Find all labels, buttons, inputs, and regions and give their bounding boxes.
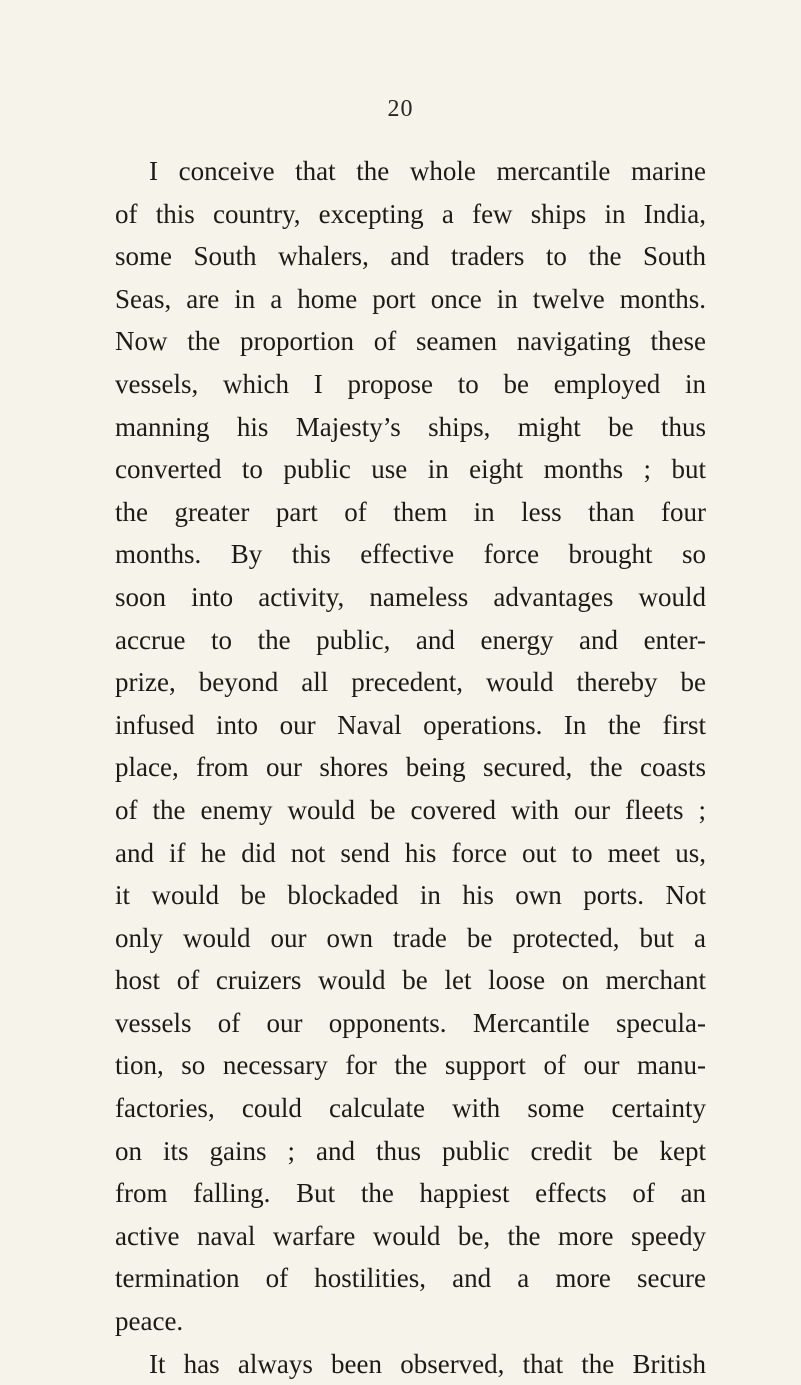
text-line: it would be blockaded in his own ports. Not	[115, 880, 706, 911]
text-line: vessels, which I propose to be employed in	[115, 368, 706, 399]
text-line: manning his Majesty’s ships, might be thus	[115, 411, 706, 442]
text-line: some South whalers, and traders to the South	[115, 241, 706, 272]
text-line: It has always been observed, that the British	[149, 1348, 706, 1379]
text-line: vessels of our opponents. Mercantile specula-	[115, 1007, 706, 1038]
text-line: I conceive that the whole mercantile marine	[149, 156, 706, 186]
text-line: peace.	[115, 1306, 184, 1337]
text-line: on its gains ; and thus public credit be kept	[115, 1135, 706, 1166]
text-line: accrue to the public, and energy and enter-	[115, 624, 706, 655]
text-line: of this country, excepting a few ships in India,	[115, 198, 706, 229]
text-line: place, from our shores being secured, the coasts	[115, 752, 706, 783]
text-line: of the enemy would be covered with our fleets ;	[115, 794, 706, 825]
text-line: months. By this effective force brought so	[115, 539, 706, 570]
text-line: host of cruizers would be let loose on merchant	[115, 965, 706, 996]
page-number: 20	[387, 96, 414, 122]
text-line: and if he did not send his force out to meet us,	[115, 837, 706, 868]
text-line: prize, beyond all precedent, would thereby be	[115, 667, 706, 698]
text-line: tion, so necessary for the support of our manu-	[115, 1050, 706, 1081]
text-line: active naval warfare would be, the more speedy	[115, 1220, 706, 1251]
text-line: Seas, are in a home port once in twelve months.	[115, 283, 706, 314]
text-line: infused into our Naval operations. In the first	[115, 709, 706, 740]
text-line: only would our own trade be protected, but a	[115, 922, 706, 953]
text-line: the greater part of them in less than four	[115, 496, 706, 527]
text-line: Now the proportion of seamen navigating these	[115, 326, 706, 357]
text-line: termination of hostilities, and a more secure	[115, 1263, 706, 1294]
text-line: factories, could calculate with some certainty	[115, 1093, 706, 1124]
body-text	[115, 150, 706, 1385]
text-line: from falling. But the happiest effects of an	[115, 1178, 706, 1209]
text-line: converted to public use in eight months ; but	[115, 454, 706, 485]
text-line: soon into activity, nameless advantages would	[115, 581, 706, 612]
